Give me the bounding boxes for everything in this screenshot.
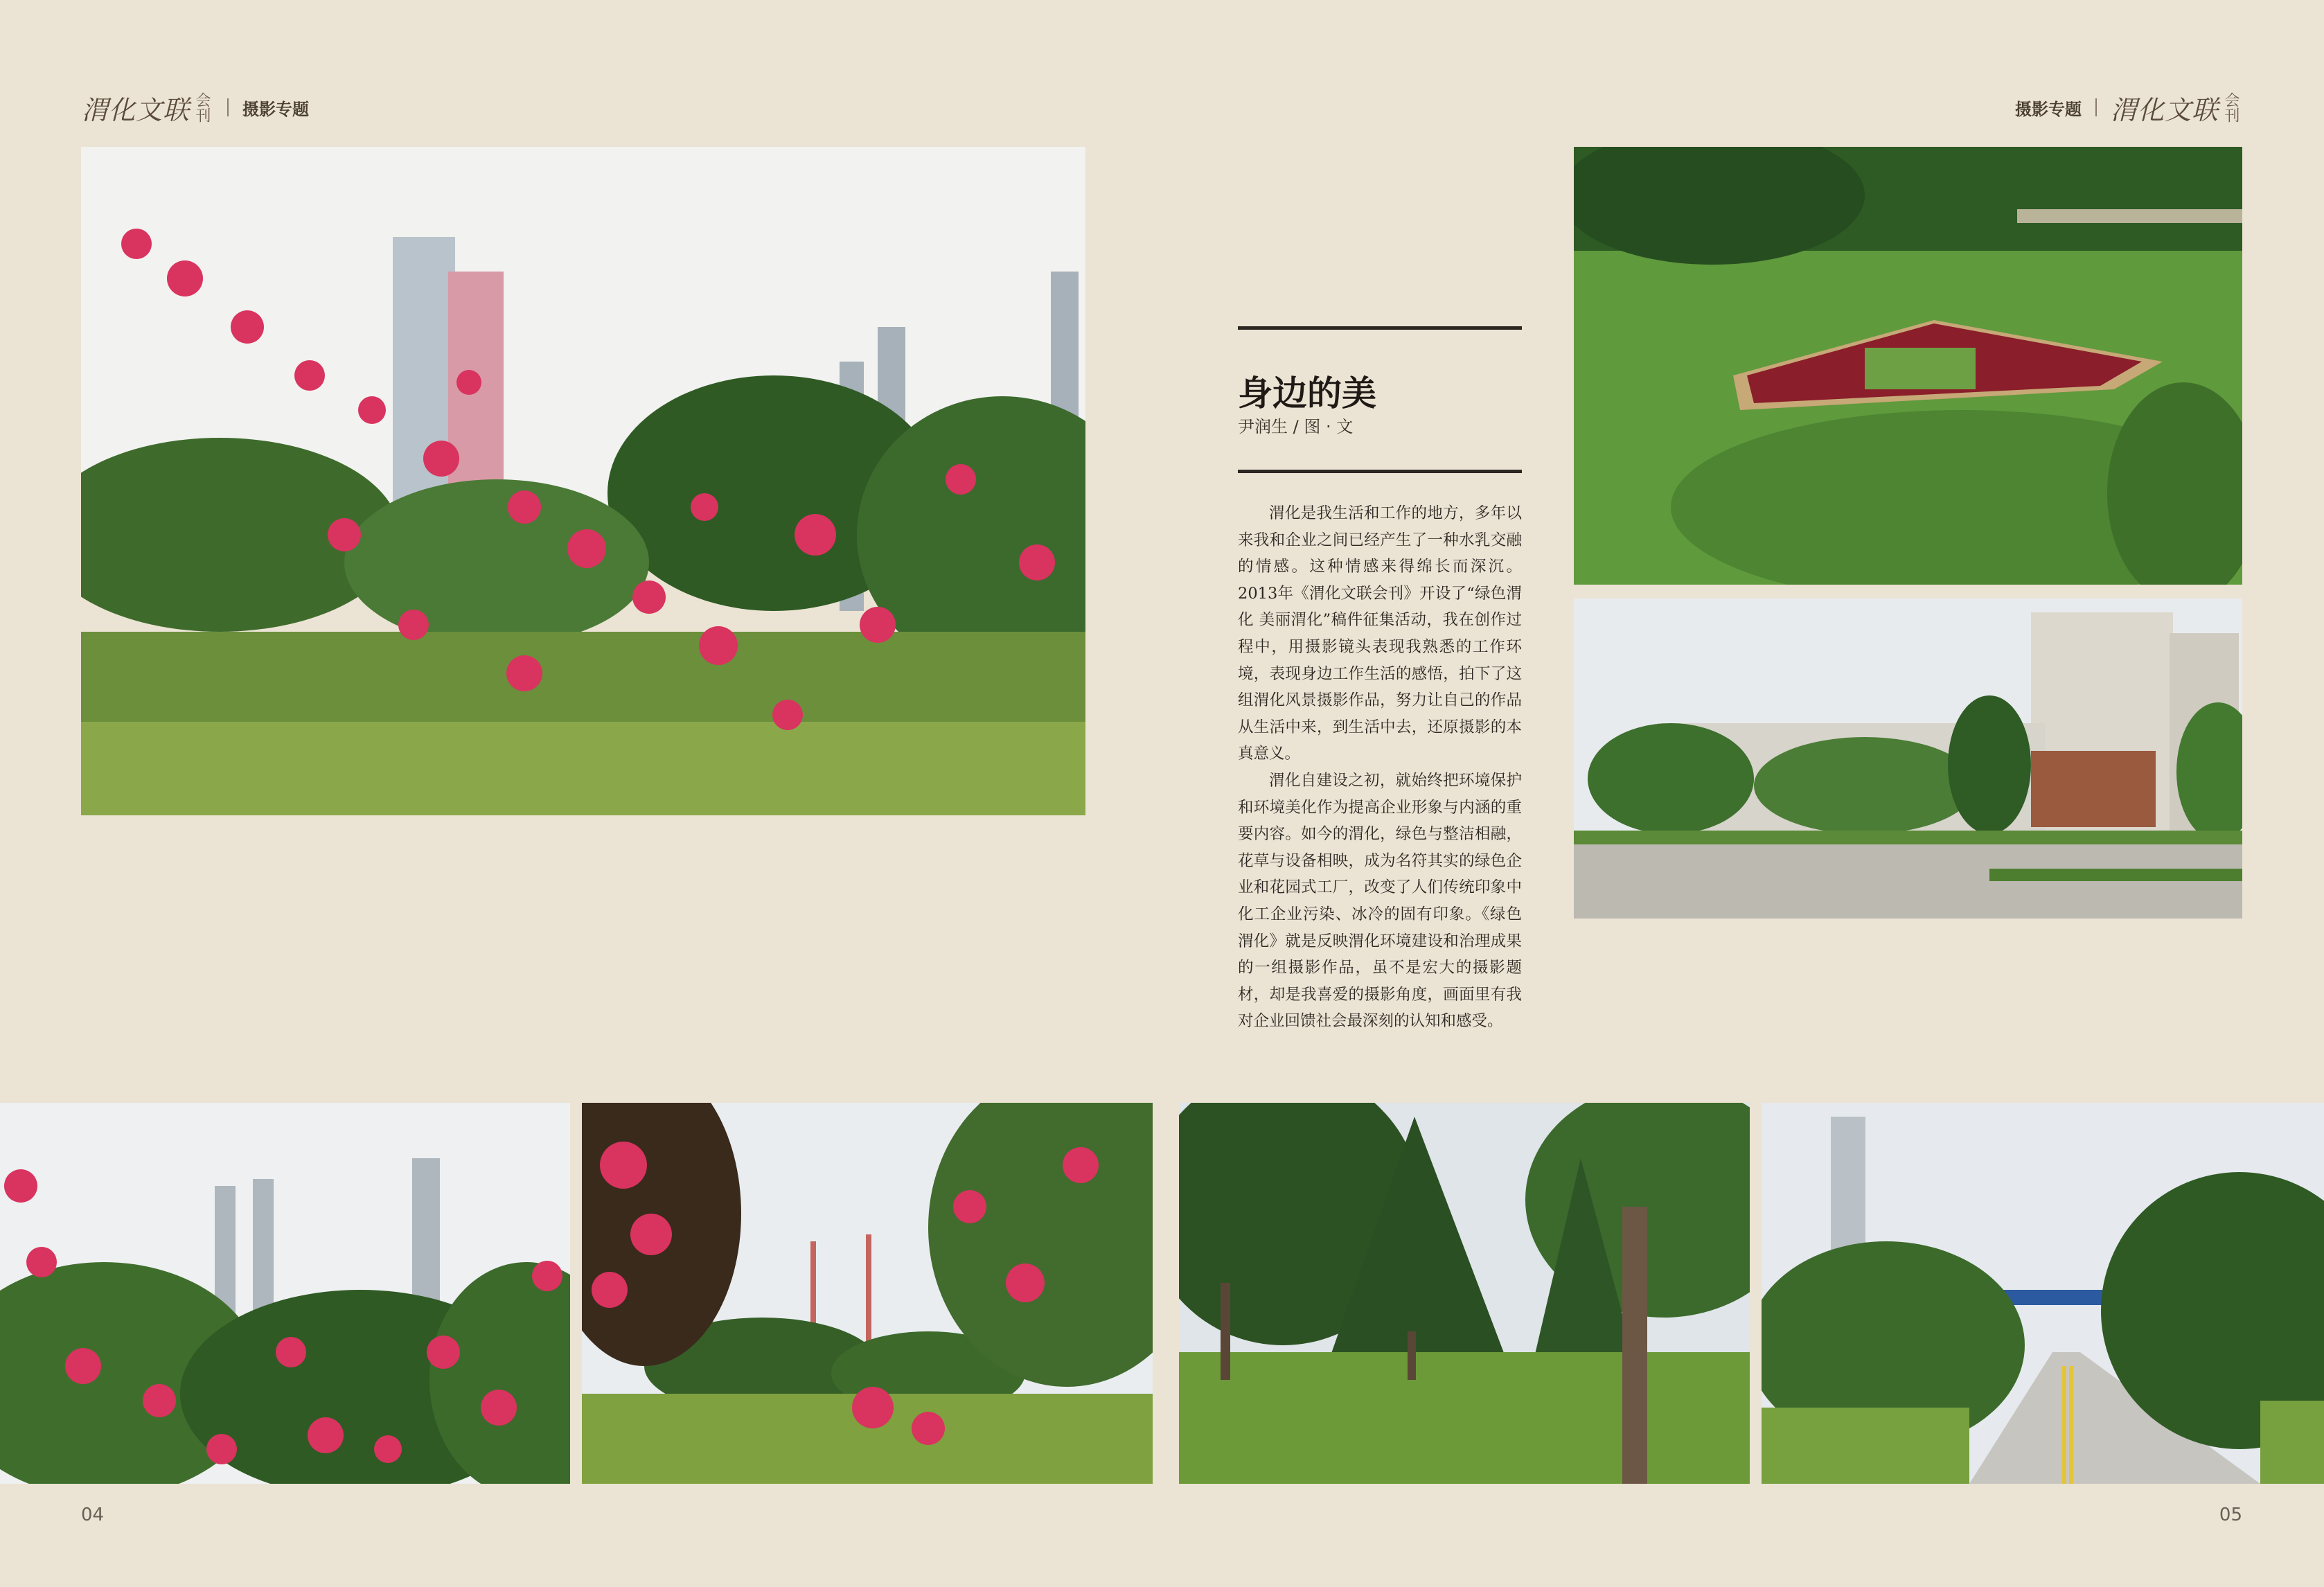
photo-bottom-flowers-lawn — [582, 1103, 1153, 1484]
magazine-logo: 渭化文联 — [82, 94, 190, 125]
header-right — [2015, 90, 2242, 125]
magazine-logo-sub: 会刊 — [193, 92, 211, 123]
photo-main — [81, 147, 1085, 815]
photo-office-building — [1574, 599, 2242, 919]
page-number-left: 04 — [81, 1505, 105, 1525]
article-title: 身边的美 — [1238, 373, 1376, 414]
section-label-right: 摄影专题 — [2014, 99, 2082, 119]
article-byline: 尹润生 / 图 · 文 — [1238, 417, 1354, 436]
article-paragraph: 渭化是我生活和工作的地方，多年以来我和企业之间已经产生了一种水乳交融的情感。这种情感来得绵长而深沉。2013年《渭化文联会刊》开设了“绿色渭化 美丽渭化”稿件征集活动，我在创作过程中，用摄影镜头表现我熟悉的工作环境，表现身边工作生活的感悟，拍下了这组渭化风景摄影作品，努力让自己的作品从生活中来，到生活中去，还原摄影的本真意义。 — [1238, 504, 1522, 763]
title-rule-bottom — [1238, 470, 1522, 473]
photo-logo-flowerbed — [1574, 147, 2242, 585]
article-body — [1238, 500, 1522, 1035]
photo-bottom-tree-road — [1762, 1103, 2324, 1484]
article-paragraph: 渭化自建设之初，就始终把环境保护和环境美化作为提高企业形象与内涵的重要内容。如今的渭化，绿色与整洁相融，花草与设备相映，成为名符其实的绿色企业和花园式工厂，改变了人们传统印象中化工企业污染、冰冷的固有印象。《绿色渭化》就是反映渭化环境建设和治理成果的一组摄影作品，虽不是宏大的摄影题材，却是我喜爱的摄影角度，画面里有我对企业回馈社会最深刻的认知和感受。 — [1238, 771, 1522, 1031]
header-divider — [227, 98, 229, 116]
title-rule-top — [1238, 326, 1522, 330]
photo-bottom-trees-lawn — [1179, 1103, 1750, 1484]
magazine-logo-sub-right: 会刊 — [2222, 92, 2239, 123]
header-divider-right — [2095, 98, 2097, 116]
section-label: 摄影专题 — [242, 99, 310, 119]
header-left — [82, 90, 309, 125]
page-number-right: 05 — [2219, 1505, 2242, 1525]
magazine-logo-right: 渭化文联 — [2110, 94, 2219, 125]
photo-bottom-flowers-towers — [0, 1103, 570, 1484]
